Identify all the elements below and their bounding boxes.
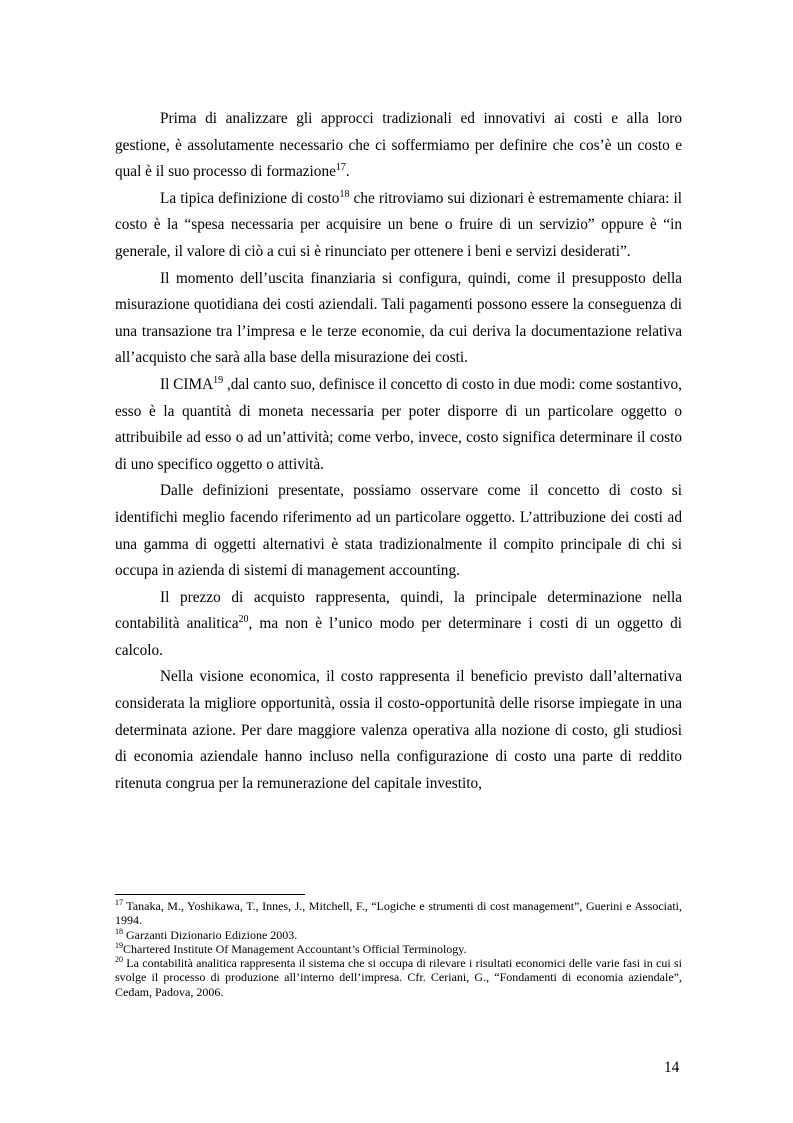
- paragraph-text: .: [345, 163, 350, 181]
- paragraph: [115, 664, 682, 797]
- footnote-ref: 20: [238, 614, 249, 626]
- main-text: [115, 106, 682, 797]
- paragraph-text: ,dal canto suo, definisce il concetto di costo in due modi: come sostantivo, esso è la quantità di moneta necessaria per poter disporre di un particolare oggetto o attribuibile ad esso o ad un’attività; come verbo, invece, costo significa determinare il costo di uno specifico oggetto o attività.: [115, 375, 682, 473]
- paragraph-text: Dalle definizioni presentate, possiamo osservare come il concetto di costo si identifichi meglio facendo riferimento ad un particolare oggetto. L’attribuzione dei costi ad una gamma di oggetti alternativi è stata tradizionalmente il compito principale di chi si occupa in azienda di sistemi di management accounting.: [115, 482, 682, 580]
- footnote-text: La contabilità analitica rappresenta il sistema che si occupa di rilevare i risultati economici delle varie fasi in cui si svolge il processo di produzione all’interno dell’impresa. Cfr. Ceriani, G., “Fondamenti di economia aziendale”, Cedam, Padova, 2006.: [115, 956, 682, 999]
- footnote-number: 19: [115, 940, 123, 950]
- footnote: [115, 899, 682, 928]
- paragraph-text: , ma non è l’unico modo per determinare i costi di un oggetto di calcolo.: [115, 615, 682, 659]
- paragraph-text: Prima di analizzare gli approcci tradizionali ed innovativi ai costi e alla loro gestione, è assolutamente necessario che ci soffermiamo per definire che cos’è un costo e qual è il suo processo di formazione: [115, 110, 682, 181]
- paragraph-text: Il prezzo di acquisto rappresenta, quindi, la principale determinazione nella contabilità analitica: [115, 588, 682, 633]
- footnote-ref: 17: [335, 162, 346, 174]
- footnote-number: 17: [115, 898, 123, 907]
- footnote: [115, 956, 682, 999]
- footnote-number: 20: [115, 955, 123, 965]
- paragraph: [115, 266, 682, 372]
- footnote-text: Tanaka, M., Yoshikawa, T., Innes, J., Mitchell, F., “Logiche e strumenti di cost management”, Guerini e Associati, 1994.: [115, 899, 682, 928]
- footnote-ref: 19: [213, 374, 224, 386]
- footnote: [115, 928, 682, 942]
- paragraph-text: che ritroviamo sui dizionari è estremamente chiara: il costo è la “spesa necessaria per acquisire un bene o fruire di un servizio” oppure è “in generale, il valore di ciò a cui si è rinunciato per ottenere i beni e servizi desiderati”.: [115, 189, 682, 260]
- footnote-text: Chartered Institute Of Management Accountant’s Official Terminology.: [123, 941, 467, 956]
- paragraph: [115, 372, 682, 478]
- footnotes: [115, 899, 682, 999]
- page-number: 14: [664, 1059, 680, 1076]
- footnote: [115, 942, 682, 956]
- footnote-text: Garzanti Dizionario Edizione 2003.: [123, 927, 298, 942]
- paragraph: [115, 585, 682, 665]
- paragraph: [115, 186, 682, 266]
- paragraph-text: La tipica definizione di costo: [160, 189, 340, 207]
- footnote-divider: [115, 894, 305, 895]
- paragraph: [115, 106, 682, 186]
- paragraph: [115, 478, 682, 584]
- paragraph-text: Nella visione economica, il costo rappresenta il beneficio previsto dall’alternativa considerata la migliore opportunità, ossia il costo-opportunità delle risorse impiegate in una determinata azione. Per dare maggiore valenza operativa alla nozione di costo, gli studiosi di economia aziendale hanno incluso nella configurazione di costo una parte di reddito ritenuta congrua per la remunerazione del capitale investito,: [115, 668, 682, 792]
- paragraph-text: Il momento dell’uscita finanziaria si configura, quindi, come il presupposto della misurazione quotidiana dei costi aziendali. Tali pagamenti possono essere la conseguenza di una transazione tra l’impresa e le terze economie, da cui deriva la documentazione relativa all’acquisto che sarà alla base della misurazione dei costi.: [115, 269, 682, 367]
- footnote-ref: 18: [339, 188, 350, 200]
- paragraph-text: Il CIMA: [160, 375, 214, 393]
- footnote-number: 18: [115, 926, 123, 936]
